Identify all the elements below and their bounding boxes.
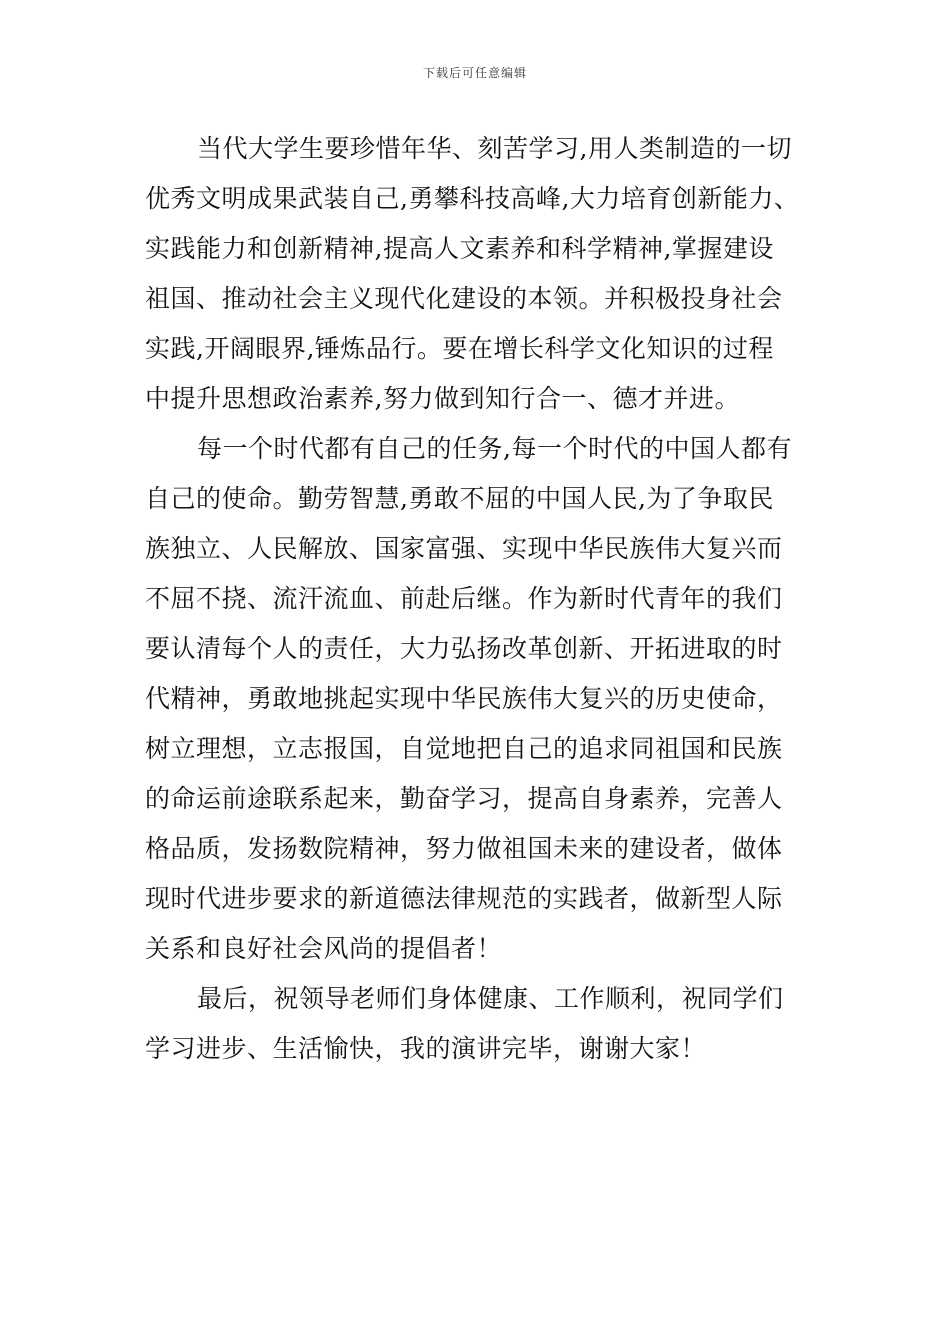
text-line: 族独立、人民解放、国家富强、实现中华民族伟大复兴而 <box>145 534 783 563</box>
text-line: 当代大学生要珍惜年华、刻苦学习,用人类制造的一切 <box>197 134 792 163</box>
text-line: 学习进步、生活愉快，我的演讲完毕，谢谢大家！ <box>145 1034 707 1063</box>
page-header: 下载后可任意编辑 <box>422 66 527 80</box>
text-line: 不屈不挠、流汗流血、前赴后继。作为新时代青年的我们 <box>145 584 783 613</box>
text-line: 实践,开阔眼界,锤炼品行。要在增长科学文化知识的过程 <box>145 334 774 363</box>
text-line: 最后，祝领导老师们身体健康、工作顺利，祝同学们 <box>197 984 784 1013</box>
text-line: 代精神，勇敢地挑起实现中华民族伟大复兴的历史使命， <box>145 684 783 713</box>
paragraph-2 <box>145 424 810 974</box>
text-line: 关系和良好社会风尚的提倡者！ <box>145 934 503 963</box>
paragraph-3 <box>145 974 810 1074</box>
paragraph-1 <box>145 124 810 424</box>
document-body <box>145 124 810 1074</box>
text-line: 树立理想，立志报国，自觉地把自己的追求同祖国和民族 <box>145 734 783 763</box>
text-line: 祖国、推动社会主义现代化建设的本领。并积极投身社会 <box>145 284 783 313</box>
text-line: 每一个时代都有自己的任务,每一个时代的中国人都有 <box>197 434 792 463</box>
text-line: 中提升思想政治素养,努力做到知行合一、德才并进。 <box>145 384 740 413</box>
text-line: 优秀文明成果武装自己,勇攀科技高峰,大力培育创新能力、 <box>145 184 800 213</box>
text-line: 要认清每个人的责任，大力弘扬改革创新、开拓进取的时 <box>145 634 783 663</box>
text-line: 实践能力和创新精神,提高人文素养和科学精神,掌握建设 <box>145 234 774 263</box>
text-line: 格品质，发扬数院精神，努力做祖国未来的建设者，做体 <box>145 834 783 863</box>
text-line: 自己的使命。勤劳智慧,勇敢不屈的中国人民,为了争取民 <box>145 484 774 513</box>
text-line: 现时代进步要求的新道德法律规范的实践者，做新型人际 <box>145 884 783 913</box>
text-line: 的命运前途联系起来，勤奋学习，提高自身素养，完善人 <box>145 784 783 813</box>
